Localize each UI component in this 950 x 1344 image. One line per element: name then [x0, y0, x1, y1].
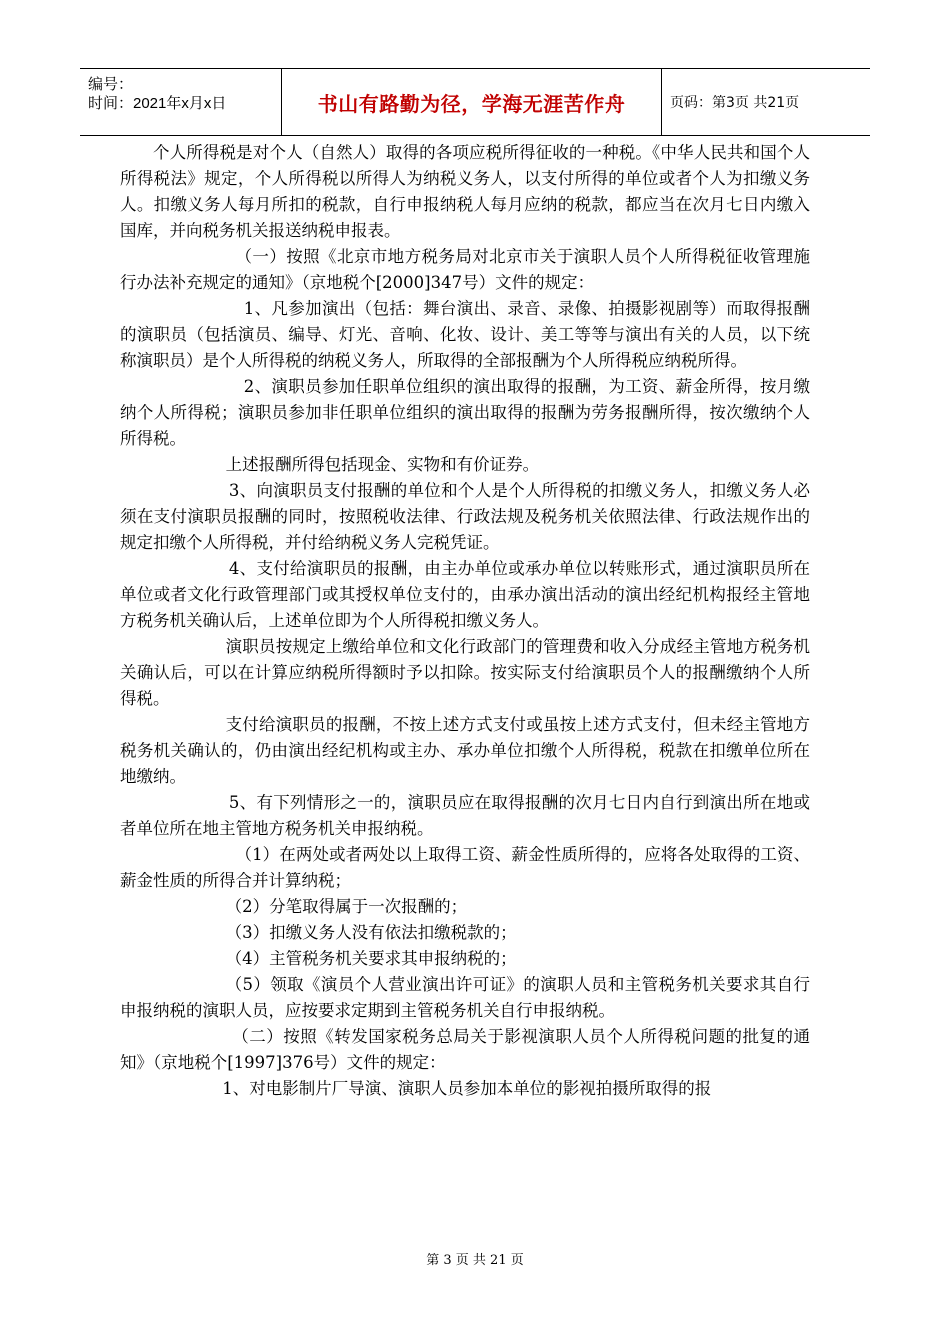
- page-info-text: 页码：第3页 共21页: [670, 95, 800, 111]
- header-motto-cell: [282, 69, 662, 135]
- paragraph: 1、对电影制片厂导演、演职人员参加本单位的影视拍摄所取得的报: [222, 1079, 712, 1098]
- document-number-label: 编号：: [88, 76, 134, 93]
- paragraph: （1）在两处或者两处以上取得工资、薪金性质所得的，应将各处取得的工资、薪金性质的所得合并计算纳税；: [120, 845, 810, 890]
- paragraph: （3）扣缴义务人没有依法扣缴税款的；: [225, 923, 517, 942]
- paragraph: 个人所得税是对个人（自然人）取得的各项应税所得征收的一种税。《中华人民共和国个人所得税法》规定，个人所得税以所得人为纳税义务人，以支付所得的单位或者个人为扣缴义务人。扣缴义务人每月所扣的税款，自行申报纳税人每月应纳的税款，都应当在次月七日内缴入国库，并向税务机关报送纳税申报表。: [120, 143, 810, 240]
- header-page-cell: [662, 69, 870, 135]
- footer-page-number: 第 3 页 共 21 页: [426, 1253, 524, 1268]
- paragraph: 上述报酬所得包括现金、实物和有价证券。: [225, 455, 540, 474]
- paragraph: （4）主管税务机关要求其申报纳税的；: [225, 949, 517, 968]
- paragraph: 2、演职员参加任职单位组织的演出取得的报酬，为工资、薪金所得，按月缴纳个人所得税；演职员参加非任职单位组织的演出取得的报酬为劳务报酬所得，按次缴纳个人所得税。: [120, 377, 810, 448]
- header-table: [80, 68, 870, 136]
- page-footer: [0, 1249, 950, 1268]
- header-meta-cell: [80, 69, 282, 135]
- document-time-label: 时间：2021年x月x日: [88, 95, 227, 112]
- paragraph: 1、凡参加演出（包括：舞台演出、录音、录像、拍摄影视剧等）而取得报酬的演职员（包括演员、编导、灯光、音响、化妆、设计、美工等等与演出有关的人员，以下统称演职员）是个人所得税的纳税义务人，所取得的全部报酬为个人所得税应纳税所得。: [120, 299, 810, 370]
- paragraph: （2）分笔取得属于一次报酬的；: [225, 897, 468, 916]
- paragraph: 4、支付给演职员的报酬，由主办单位或承办单位以转账形式，通过演职员所在单位或者文化行政管理部门或其授权单位支付的，由承办演出活动的演出经纪机构报经主管地方税务机关确认后，上述单位即为个人所得税扣缴义务人。: [120, 559, 810, 630]
- paragraph: （5）领取《演员个人营业演出许可证》的演职人员和主管税务机关要求其自行申报纳税的演职人员，应按要求定期到主管税务机关自行申报纳税。: [120, 975, 810, 1020]
- paragraph: （二）按照《转发国家税务总局关于影视演职人员个人所得税问题的批复的通知》（京地税个[1997]376号）文件的规定：: [120, 1027, 810, 1072]
- paragraph: 3、向演职员支付报酬的单位和个人是个人所得税的扣缴义务人，扣缴义务人必须在支付演职员报酬的同时，按照税收法律、行政法规及税务机关依照法律、行政法规作出的规定扣缴个人所得税，并付给纳税义务人完税凭证。: [120, 481, 810, 552]
- paragraph: （一）按照《北京市地方税务局对北京市关于演职人员个人所得税征收管理施行办法补充规定的通知》（京地税个[2000]347号）文件的规定：: [120, 247, 810, 292]
- paragraph: 支付给演职员的报酬，不按上述方式支付或虽按上述方式支付，但未经主管地方税务机关确认的，仍由演出经纪机构或主办、承办单位扣缴个人所得税，税款在扣缴单位所在地缴纳。: [120, 715, 810, 786]
- paragraph: 5、有下列情形之一的，演职员应在取得报酬的次月七日内自行到演出所在地或者单位所在地主管地方税务机关申报纳税。: [120, 793, 810, 838]
- body-text: [120, 140, 810, 1102]
- paragraph: 演职员按规定上缴给单位和文化行政部门的管理费和收入分成经主管地方税务机关确认后，可以在计算应纳税所得额时予以扣除。按实际支付给演职员个人的报酬缴纳个人所得税。: [120, 637, 810, 708]
- motto-text: 书山有路勤为径，学海无涯苦作舟: [317, 91, 626, 116]
